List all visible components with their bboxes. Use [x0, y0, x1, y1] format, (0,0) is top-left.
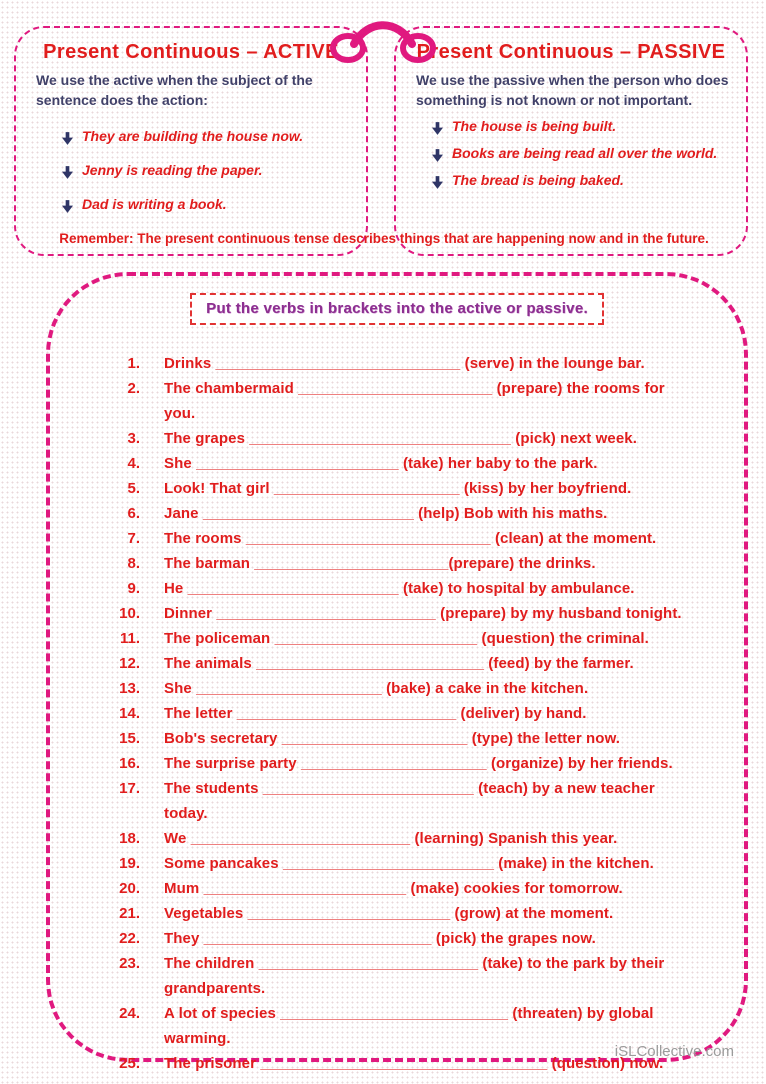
active-rule-box [14, 26, 368, 256]
down-arrow-icon [62, 198, 73, 218]
item-number: 19. [119, 855, 140, 872]
down-arrow-icon [62, 164, 73, 184]
item-number: 7. [127, 530, 140, 547]
list-item [114, 551, 700, 576]
item-number: 23. [119, 955, 140, 972]
item-text: Vegetables ________________________ (grow) at the moment. [164, 905, 614, 922]
item-number: 5. [127, 480, 140, 497]
item-number: 24. [119, 1005, 140, 1022]
list-item [114, 701, 700, 726]
item-number: 11. [119, 630, 140, 647]
example-text: They are building the house now. [82, 128, 304, 144]
watermark: iSLCollective.com [614, 1043, 734, 1060]
example-text: Dad is writing a book. [82, 196, 227, 212]
example-text: The house is being built. [452, 118, 617, 134]
list-item [114, 726, 700, 751]
exercise-list [50, 351, 744, 1076]
item-text: Jane _________________________ (help) Bob with his maths. [164, 505, 608, 522]
list-item [114, 426, 700, 451]
list-item [114, 601, 700, 626]
list-item [114, 576, 700, 601]
list-item [114, 501, 700, 526]
chain-ornament [330, 11, 436, 70]
item-number: 18. [119, 830, 140, 847]
item-text: Mum ________________________ (make) cookies for tomorrow. [164, 880, 623, 897]
passive-box-intro: We use the passive when the person who does something is not known or not important. [416, 72, 729, 108]
item-number: 20. [119, 880, 140, 897]
passive-box-title: Present Continuous – PASSIVE [416, 41, 726, 63]
list-item [114, 951, 700, 1001]
item-text: Dinner __________________________ (prepare) by my husband tonight. [164, 605, 682, 622]
item-number: 6. [127, 505, 140, 522]
item-number: 4. [127, 455, 140, 472]
example-item [62, 194, 366, 218]
item-number: 12. [119, 655, 140, 672]
item-number: 8. [127, 555, 140, 572]
list-item [114, 676, 700, 701]
list-item [114, 876, 700, 901]
item-number: 14. [119, 705, 140, 722]
list-item [114, 651, 700, 676]
item-number: 10. [119, 605, 140, 622]
item-text: She ______________________ (bake) a cake in the kitchen. [164, 680, 589, 697]
example-item [62, 160, 366, 184]
active-box-intro: We use the active when the subject of the sentence does the action: [36, 72, 313, 108]
instruction-wrap [50, 293, 744, 325]
list-item [114, 776, 700, 826]
item-number: 13. [119, 680, 140, 697]
item-text: Bob's secretary ______________________ (type) the letter now. [164, 730, 621, 747]
example-item [62, 126, 366, 150]
item-text: The chambermaid _______________________ (prepare) the rooms for you. [164, 380, 665, 422]
item-text: The barman _______________________(prepare) the drinks. [164, 555, 596, 572]
down-arrow-icon [62, 130, 73, 150]
example-item [432, 143, 730, 167]
instruction-banner: Put the verbs in brackets into the active or passive. [190, 293, 604, 325]
list-item [114, 851, 700, 876]
item-number: 3. [127, 430, 140, 447]
exercise-box [46, 272, 748, 1072]
example-text: Books are being read all over the world. [452, 145, 718, 161]
item-text: The prisoner __________________________________ (question) now. [164, 1055, 664, 1072]
item-number: 9. [127, 580, 140, 597]
example-item [432, 170, 730, 194]
item-number: 2. [127, 380, 140, 397]
list-item [114, 351, 700, 376]
item-text: We __________________________ (learning) Spanish this year. [164, 830, 618, 847]
list-item [114, 376, 700, 426]
item-text: The surprise party ______________________ (organize) by her friends. [164, 755, 673, 772]
active-examples [62, 126, 366, 218]
item-number: 22. [119, 930, 140, 947]
list-item [114, 1001, 700, 1051]
item-text: She ________________________ (take) her baby to the park. [164, 455, 598, 472]
example-text: The bread is being baked. [452, 172, 624, 188]
item-number: 21. [119, 905, 140, 922]
list-item [114, 1051, 700, 1076]
item-number: 25. [119, 1055, 140, 1072]
down-arrow-icon [432, 120, 443, 140]
item-text: A lot of species ___________________________ (threaten) by global warming. [164, 1005, 654, 1047]
item-text: Drinks _____________________________ (serve) in the lounge bar. [164, 355, 645, 372]
list-item [114, 826, 700, 851]
down-arrow-icon [432, 174, 443, 194]
item-text: The letter __________________________ (deliver) by hand. [164, 705, 587, 722]
item-text: He _________________________ (take) to hospital by ambulance. [164, 580, 635, 597]
item-text: Some pancakes _________________________ (make) in the kitchen. [164, 855, 654, 872]
item-text: The students _________________________ (teach) by a new teacher today. [164, 780, 655, 822]
down-arrow-icon [432, 147, 443, 167]
list-item [114, 926, 700, 951]
example-item [432, 116, 730, 140]
list-item [114, 451, 700, 476]
item-number: 1. [127, 355, 140, 372]
list-item [114, 626, 700, 651]
item-text: The policeman ________________________ (question) the criminal. [164, 630, 649, 647]
item-text: The animals ___________________________ (feed) by the farmer. [164, 655, 634, 672]
example-text: Jenny is reading the paper. [82, 162, 263, 178]
item-text: The rooms _____________________________ (clean) at the moment. [164, 530, 657, 547]
remember-note: Remember: The present continuous tense describes things that are happening now and in the future. [59, 231, 709, 246]
list-item [114, 476, 700, 501]
passive-examples [432, 116, 730, 194]
active-box-title: Present Continuous – ACTIVE [43, 41, 339, 63]
item-number: 17. [119, 780, 140, 797]
item-text: The children __________________________ (take) to the park by their grandparents. [164, 955, 665, 997]
list-item [114, 751, 700, 776]
item-number: 15. [119, 730, 140, 747]
passive-rule-box [394, 26, 748, 256]
item-text: Look! That girl ______________________ (kiss) by her boyfriend. [164, 480, 632, 497]
item-text: The grapes _______________________________ (pick) next week. [164, 430, 638, 447]
item-number: 16. [119, 755, 140, 772]
list-item [114, 526, 700, 551]
item-text: They ___________________________ (pick) the grapes now. [164, 930, 596, 947]
list-item [114, 901, 700, 926]
